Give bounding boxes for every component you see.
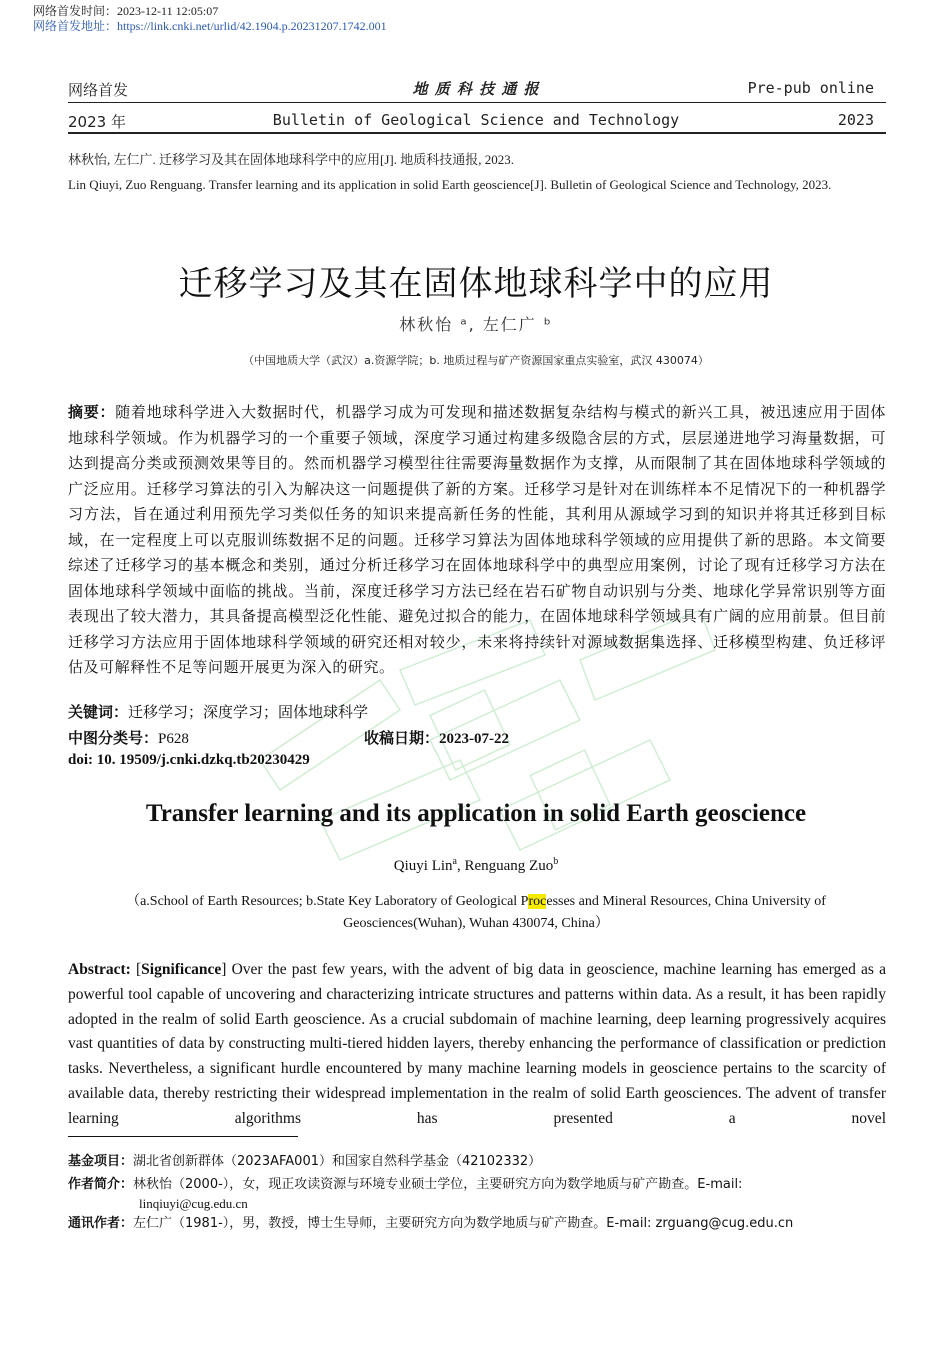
keywords-text: 迁移学习；深度学习；固体地球科学: [128, 703, 369, 721]
footnote-rule: [68, 1136, 298, 1137]
keywords-cn: [68, 701, 368, 722]
author-en-1-sup: a: [452, 856, 457, 867]
author-bio-email[interactable]: linqiuyi@cug.edu.cn: [139, 1196, 248, 1211]
received-value: 2023-07-22: [439, 731, 510, 747]
journal-name-cn: 地 质 科 技 通 报: [412, 80, 540, 98]
abstract-en-tag: Significance: [141, 961, 222, 978]
affiliation-en-pre: （a.School of Earth Resources; b.State Key Laboratory of Geological P: [126, 894, 529, 909]
publish-url-label: 网络首发地址：: [33, 19, 118, 33]
online-publish-url[interactable]: [33, 19, 387, 34]
citation-cn: 林秋怡, 左仁广. 迁移学习及其在固体地球科学中的应用[J]. 地质科技通报, 2023.: [68, 152, 514, 167]
header-left-bottom: 2023 年: [68, 113, 126, 131]
footnote-fund: [68, 1152, 888, 1171]
abstract-cn-text: 随着地球科学进入大数据时代，机器学习成为可发现和描述数据复杂结构与模式的新兴工具，被迅速应用于固体地球科学领域。作为机器学习的一个重要子领域，深度学习通过构建多级隐含层的方式，层层递进地学习海量数据，可达到提高分类或预测效果等目的。然而机器学习模型往往需要海量数据作为支撑，从而限制了其在固体地球科学领域的广泛应用。迁移学习算法的引入为解决这一问题提供了新的方案。迁移学习是针对在训练样本不足情况下的一种机器学习方法，旨在通过利用预先学习类似任务的知识来提高新任务的性能，其利用从源域学习到的知识并将其迁移到目标域，在一定程度上可以克服训练数据不足的问题。迁移学习算法为固体地球科学领域的应用提供了新的思路。本文简要综述了迁移学习的基本概念和类别，通过分析迁移学习在固体地球科学中的典型应用案例，讨论了现有迁移学习方法在固体地球科学领域中面临的挑战。当前，深度迁移学习方法已经在岩石矿物自动识别与分类、地球化学异常识别等方面表现出了较大潜力，其具备提高模型泛化性能、避免过拟合的能力，在固体地球科学领域具有广阔的应用前景。但目前迁移学习方法应用于固体地球科学领域的研究还相对较少，未来将持续针对源域数据集选择、迁移模型构建、负迁移评估及可解释性不足等问题开展更为深入的研究。: [68, 403, 886, 676]
journal-name-en: Bulletin of Geological Science and Technology: [272, 111, 680, 129]
affiliation-en: [110, 891, 842, 935]
authors-cn: 林秋怡 ᵃ, 左仁广 ᵇ: [399, 315, 553, 334]
fund-label: 基金项目：: [68, 1154, 134, 1169]
author-bio-text: 林秋怡（2000-），女，现正攻读资源与环境专业硕士学位，主要研究方向为数学地质与矿产勘查。E-mail:: [133, 1177, 743, 1192]
clc-label: 中图分类号：: [68, 729, 159, 747]
author-sep: ,: [456, 858, 465, 874]
header-right-bottom: 2023: [837, 111, 874, 129]
citation-en: Lin Qiuyi, Zuo Renguang. Transfer learning and its application in solid Earth geoscience[J]. Bulletin of Geological Science and Technology, 2023.: [68, 177, 832, 192]
header-right-top: Pre-pub online: [747, 79, 874, 97]
header-rule-thick: [68, 132, 886, 134]
online-publish-time: [33, 4, 218, 19]
author-en-2: Renguang Zuo: [464, 858, 554, 874]
affiliation-cn: （中国地质大学（武汉）a.资源学院；b. 地质过程与矿产资源国家重点实验室，武汉 430074）: [243, 354, 709, 367]
publish-url-link[interactable]: https://link.cnki.net/urlid/42.1904.p.20231207.1742.001: [117, 19, 387, 33]
received-label: 收稿日期：: [364, 729, 440, 747]
author-bio-label: 作者简介：: [68, 1177, 134, 1192]
received-date: [364, 727, 509, 748]
header-left-top: 网络首发: [68, 81, 129, 99]
authors-en: [0, 856, 952, 875]
keywords-label: 关键词：: [68, 703, 129, 721]
header-rule-thin: [68, 102, 886, 103]
publish-time-label: 网络首发时间：: [33, 4, 118, 18]
footnote-corresponding: [68, 1214, 888, 1233]
corr-text: 左仁广（1981-），男，教授，博士生导师，主要研究方向为数学地质与矿产勘查。E-mail: zrguang@cug.edu.cn: [133, 1216, 794, 1231]
author-en-2-sup: b: [553, 856, 559, 867]
doi[interactable]: doi: 10. 19509/j.cnki.dzkq.tb20230429: [68, 752, 310, 768]
publish-time-value: 2023-12-11 12:05:07: [117, 4, 219, 18]
clc-number: [68, 727, 189, 748]
abstract-en-label: Abstract:: [68, 961, 131, 978]
title-cn: 迁移学习及其在固体地球科学中的应用: [178, 264, 774, 304]
abstract-en: Abstract: [Significance] Over the past few years, with the advent of big data in geoscience, machine learning has emerged as a powerful tool capable of uncovering and characterizing intricate structures and patterns within data. As a result, it has been rapidly adopted in the realm of solid Earth geoscience. As a crucial subdomain of machine learning, deep learning progressively acquires vast quantities of data by constructing multi-tiered hidden layers, thereby enhancing the performance of classification or prediction tasks. Nevertheless, a significant hurdle encountered by many machine learning models in geoscience pertains to the scarcity of available data, thereby restricting their widespread implementation in the realm of solid Earth geosciences. The advent of transfer learning algorithms has presented a novel: [68, 961, 886, 1127]
author-en-1: Qiuyi Lin: [393, 858, 453, 874]
corr-label: 通讯作者：: [68, 1216, 134, 1231]
title-en: Transfer learning and its application in solid Earth geoscience: [145, 800, 807, 827]
affiliation-en-post: esses and Mineral Resources, China University of Geosciences(Wuhan), Wuhan 430074, China）: [343, 894, 826, 931]
fund-text: 湖北省创新群体（2023AFA001）和国家自然科学基金（42102332）: [133, 1154, 542, 1169]
clc-value: P628: [158, 731, 189, 747]
abstract-en-text: Over the past few years, with the advent of big data in geoscience, machine learning has emerged as a powerful tool capable of uncovering and characterizing intricate structures and patterns within data. As a result, it has been rapidly adopted in the realm of solid Earth geoscience. As a crucial subdomain of machine learning, deep learning progressively acquires vast quantities of data by constructing multi-tiered hidden layers, thereby enhancing the performance of classification or prediction tasks. Nevertheless, a significant hurdle encountered by many machine learning models in geoscience pertains to the scarcity of available data, thereby restricting their widespread implementation in the realm of solid Earth geosciences. The advent of transfer learning algorithms has presented a novel: [68, 961, 886, 1127]
abstract-cn-label: 摘要：: [68, 403, 116, 421]
affiliation-en-highlight: roc: [528, 894, 547, 909]
footnote-author: [68, 1175, 888, 1213]
abstract-cn: [68, 400, 886, 681]
